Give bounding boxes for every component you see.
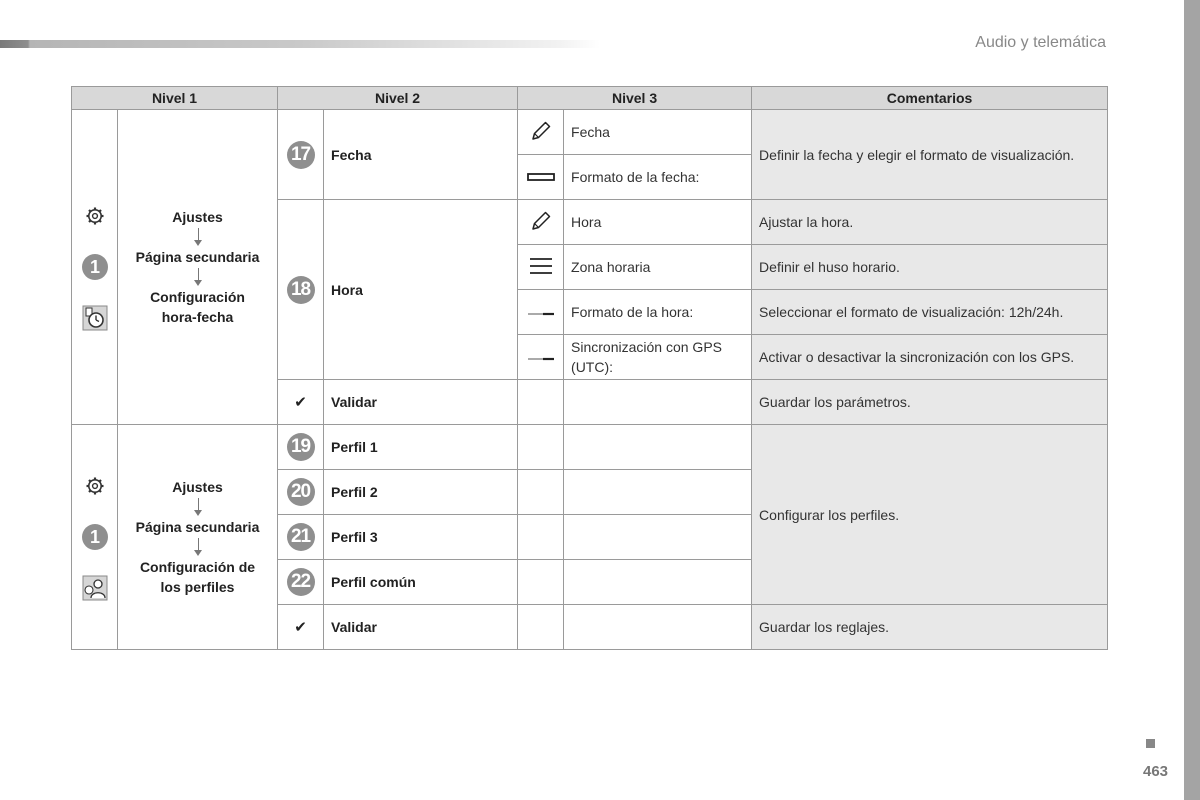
badge-cell — [278, 200, 324, 380]
check-icon: ✔ — [278, 380, 324, 425]
edge-strip — [1184, 0, 1200, 800]
line-icon — [527, 304, 555, 320]
nivel3-formato-fecha: Formato de la fecha: — [564, 155, 752, 200]
header-nivel1: Nivel 1 — [72, 87, 278, 110]
badge-cell — [278, 560, 324, 605]
empty-cell — [564, 425, 752, 470]
comment-validar: Guardar los parámetros. — [752, 380, 1108, 425]
arrow-down-icon — [118, 497, 277, 517]
step-badge: 19 — [287, 433, 315, 461]
arrow-down-icon — [118, 227, 277, 247]
comment-formato-hora: Seleccionar el formato de visualización: 12h/24h. — [752, 290, 1108, 335]
settings-table — [71, 86, 1108, 650]
empty-cell — [518, 560, 564, 605]
empty-cell — [518, 470, 564, 515]
step-badge: 21 — [287, 523, 315, 551]
icon-cell — [518, 245, 564, 290]
empty-cell — [564, 515, 752, 560]
gear-icon — [82, 473, 108, 499]
table-header-row — [72, 87, 1108, 110]
empty-cell — [564, 560, 752, 605]
nivel2-perfil2: Perfil 2 — [324, 470, 518, 515]
icon-cell — [518, 335, 564, 380]
nivel3-hora: Hora — [564, 200, 752, 245]
nivel3-formato-hora: Formato de la hora: — [564, 290, 752, 335]
level1-config-line1: Configuración — [150, 289, 245, 305]
header-comentarios: Comentarios — [752, 87, 1108, 110]
level1-path-2 — [118, 425, 278, 650]
nivel3-sincronizacion: Sincronización con GPS (UTC): — [564, 335, 752, 380]
comment-fecha: Definir la fecha y elegir el formato de visualización. — [752, 110, 1108, 200]
table-row — [72, 425, 1108, 470]
empty-cell — [518, 515, 564, 560]
nivel3-fecha: Fecha — [564, 110, 752, 155]
icon-cell — [518, 110, 564, 155]
level1-pagina-secundaria: Página secundaria — [135, 249, 260, 265]
arrow-down-icon — [118, 537, 277, 557]
page-number: 463 — [1143, 763, 1169, 780]
badge-cell — [278, 110, 324, 200]
step-badge: 20 — [287, 478, 315, 506]
nivel2-hora: Hora — [324, 200, 518, 380]
header-nivel3: Nivel 3 — [518, 87, 752, 110]
nivel2-perfil1: Perfil 1 — [324, 425, 518, 470]
nivel2-validar: Validar — [324, 380, 518, 425]
comment-sincronizacion: Activar o desactivar la sincronización con los GPS. — [752, 335, 1108, 380]
page-marker — [1146, 739, 1155, 748]
icon-cell — [518, 155, 564, 200]
empty-cell — [518, 380, 564, 425]
profile-icon — [82, 575, 108, 601]
empty-cell — [564, 380, 752, 425]
comment-perfiles: Configurar los perfiles. — [752, 425, 1108, 605]
empty-cell — [564, 470, 752, 515]
arrow-down-icon — [118, 267, 277, 287]
step-badge: 1 — [82, 254, 108, 280]
level1-config-line2: hora-fecha — [161, 309, 234, 325]
pencil-icon — [530, 129, 552, 145]
level1-config-line1: Configuración de — [139, 559, 256, 575]
level1-path-1 — [118, 110, 278, 425]
gear-icon — [82, 203, 108, 229]
empty-cell — [518, 605, 564, 650]
step-badge: 22 — [287, 568, 315, 596]
step-badge: 18 — [287, 276, 315, 304]
line-icon — [527, 349, 555, 365]
badge-cell — [278, 425, 324, 470]
header-bar — [0, 40, 600, 48]
step-badge: 17 — [287, 141, 315, 169]
level1-icons-1 — [72, 110, 118, 425]
nivel3-zona-horaria: Zona horaria — [564, 245, 752, 290]
check-icon: ✔ — [278, 605, 324, 650]
level1-ajustes: Ajustes — [172, 479, 223, 495]
step-badge: 1 — [82, 524, 108, 550]
empty-cell — [518, 425, 564, 470]
nivel2-validar: Validar — [324, 605, 518, 650]
nivel2-fecha: Fecha — [324, 110, 518, 200]
pencil-icon — [530, 219, 552, 235]
badge-cell — [278, 515, 324, 560]
icon-cell — [518, 200, 564, 245]
comment-zona: Definir el huso horario. — [752, 245, 1108, 290]
clock-icon — [82, 305, 108, 331]
badge-cell — [278, 470, 324, 515]
level1-ajustes: Ajustes — [172, 209, 223, 225]
nivel2-perfil3: Perfil 3 — [324, 515, 518, 560]
list-icon — [529, 262, 553, 278]
level1-config-line2: los perfiles — [160, 579, 235, 595]
empty-cell — [564, 605, 752, 650]
level1-icons-2 — [72, 425, 118, 650]
comment-validar: Guardar los reglajes. — [752, 605, 1108, 650]
field-icon — [527, 169, 555, 185]
level1-pagina-secundaria: Página secundaria — [135, 519, 260, 535]
icon-cell — [518, 290, 564, 335]
comment-hora: Ajustar la hora. — [752, 200, 1108, 245]
nivel2-perfil-comun: Perfil común — [324, 560, 518, 605]
header-nivel2: Nivel 2 — [278, 87, 518, 110]
table-row — [72, 110, 1108, 155]
section-title: Audio y telemática — [975, 34, 1106, 51]
